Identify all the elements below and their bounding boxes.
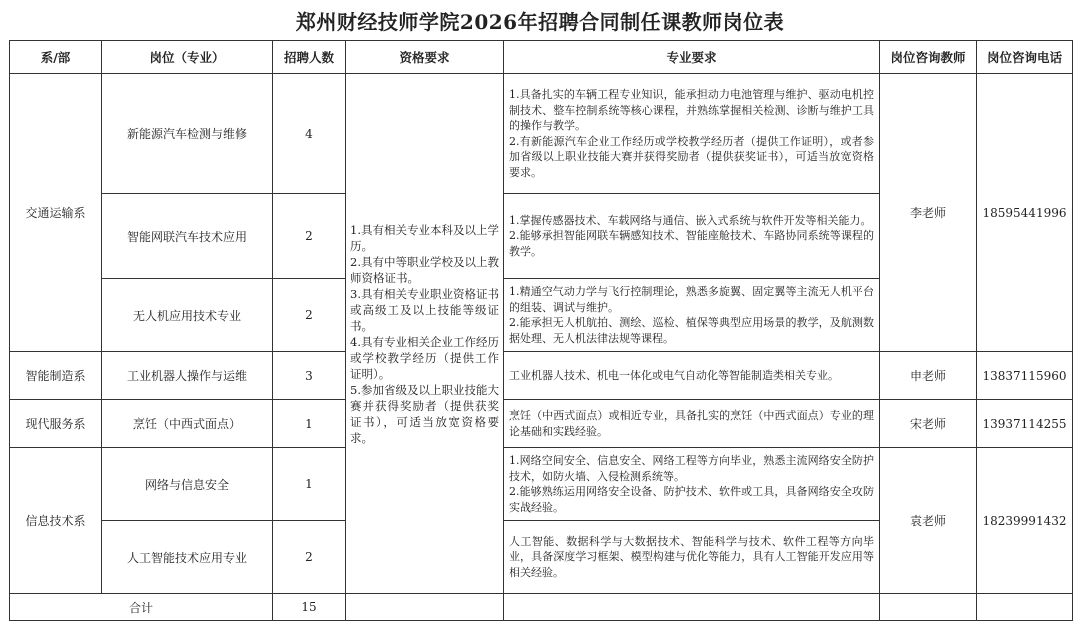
teacher-cell: 袁老师 (880, 448, 977, 594)
total-label: 合计 (10, 594, 273, 621)
position-cell: 智能网联汽车技术应用 (102, 194, 273, 279)
requirement-cell (504, 448, 880, 521)
requirement-item: 人工智能、数据科学与大数据技术、智能科学与技术、软件工程等方向毕业，具备深度学习框架、模型构建与优化等能力，具有人工智能开发应用等相关经验。 (509, 534, 874, 579)
phone-cell: 18595441996 (977, 74, 1073, 352)
requirement-item: 烹饪（中西式面点）或相近专业，具备扎实的烹饪（中西式面点）专业的理论基础和实践经验。 (509, 409, 874, 438)
count-cell: 2 (273, 521, 346, 594)
requirement-item: 1.精通空气动力学与飞行控制理论，熟悉多旋翼、固定翼等主流无人机平台的组装、调试与维护。 (509, 285, 874, 314)
table-row (10, 400, 1073, 448)
dept-cell: 现代服务系 (10, 400, 102, 448)
qualification-item: 3.具有相关专业职业资格证书或高级工及以上技能等级证书。 (350, 286, 499, 333)
requirement-cell (504, 521, 880, 594)
phone-cell: 13837115960 (977, 352, 1073, 400)
teacher-cell: 申老师 (880, 352, 977, 400)
requirement-item: 1.具备扎实的车辆工程专业知识，能承担动力电池管理与维护、驱动电机控制技术、整车控制系统等核心课程，并熟练掌握相关检测、诊断与维护工具的操作与教学。 (509, 88, 874, 132)
header-position: 岗位（专业） (102, 41, 273, 74)
requirement-item: 1.掌握传感器技术、车载网络与通信、嵌入式系统与软件开发等相关能力。 (509, 213, 872, 227)
header-phone: 岗位咨询电话 (977, 41, 1073, 74)
requirement-item: 1.网络空间安全、信息安全、网络工程等方向毕业，熟悉主流网络安全防护技术，如防火墙、入侵检测系统等。 (509, 454, 874, 483)
header-count: 招聘人数 (273, 41, 346, 74)
requirement-item: 2.能够熟练运用网络安全设备、防护技术、软件或工具，具备网络安全攻防实战经验。 (509, 485, 874, 514)
requirement-cell (504, 74, 880, 194)
qualification-item: 4.具有专业相关企业工作经历或学校教学经历（提供工作证明）。 (350, 334, 499, 381)
position-cell: 人工智能技术应用专业 (102, 521, 273, 594)
count-cell: 1 (273, 400, 346, 448)
position-cell: 工业机器人操作与运维 (102, 352, 273, 400)
phone-cell: 13937114255 (977, 400, 1073, 448)
dept-cell: 信息技术系 (10, 448, 102, 594)
positions-table (9, 40, 1073, 621)
count-cell: 3 (273, 352, 346, 400)
header-qualification: 资格要求 (346, 41, 504, 74)
empty-cell (880, 594, 977, 621)
requirement-item: 2.能够承担智能网联车辆感知技术、智能座舱技术、车路协同系统等课程的教学。 (509, 229, 874, 258)
header-teacher: 岗位咨询教师 (880, 41, 977, 74)
qualification-item: 1.具有相关专业本科及以上学历。 (350, 222, 499, 253)
page-title: 郑州财经技师学院2026年招聘合同制任课教师岗位表 (295, 10, 785, 34)
teacher-cell: 宋老师 (880, 400, 977, 448)
table-row (10, 352, 1073, 400)
table-header-row (10, 41, 1073, 74)
requirement-cell (504, 279, 880, 352)
requirement-cell (504, 194, 880, 279)
requirement-item: 工业机器人技术、机电一体化或电气自动化等智能制造类相关专业。 (509, 368, 839, 382)
empty-cell (504, 594, 880, 621)
table-row (10, 448, 1073, 521)
header-requirement: 专业要求 (504, 41, 880, 74)
phone-cell: 18239991432 (977, 448, 1073, 594)
header-department: 系/部 (10, 41, 102, 74)
empty-cell (977, 594, 1073, 621)
qualification-cell (346, 74, 504, 594)
count-cell: 2 (273, 279, 346, 352)
requirement-item: 2.有新能源汽车企业工作经历或学校教学经历者（提供工作证明），或者参加省级以上职业技能大赛并获得奖励者（提供获奖证书），可适当放宽资格要求。 (509, 134, 874, 179)
total-row (10, 594, 1073, 621)
count-cell: 1 (273, 448, 346, 521)
qualification-item: 2.具有中等职业学校及以上教师资格证书。 (350, 254, 499, 285)
count-cell: 2 (273, 194, 346, 279)
dept-cell: 交通运输系 (10, 74, 102, 352)
empty-cell (346, 594, 504, 621)
table-row (10, 74, 1073, 194)
count-cell: 4 (273, 74, 346, 194)
requirement-cell (504, 352, 880, 400)
position-cell: 新能源汽车检测与维修 (102, 74, 273, 194)
qualification-item: 5.参加省级及以上职业技能大赛并获得奖励者（提供获奖证书），可适当放宽资格要求。 (350, 382, 499, 445)
position-cell: 网络与信息安全 (102, 448, 273, 521)
teacher-cell: 李老师 (880, 74, 977, 352)
dept-cell: 智能制造系 (10, 352, 102, 400)
total-count: 15 (273, 594, 346, 621)
position-cell: 无人机应用技术专业 (102, 279, 273, 352)
requirement-cell (504, 400, 880, 448)
requirement-item: 2.能承担无人机航拍、测绘、巡检、植保等典型应用场景的教学，及航测数据处理、无人机法律法规等课程。 (509, 316, 874, 345)
position-cell: 烹饪（中西式面点） (102, 400, 273, 448)
